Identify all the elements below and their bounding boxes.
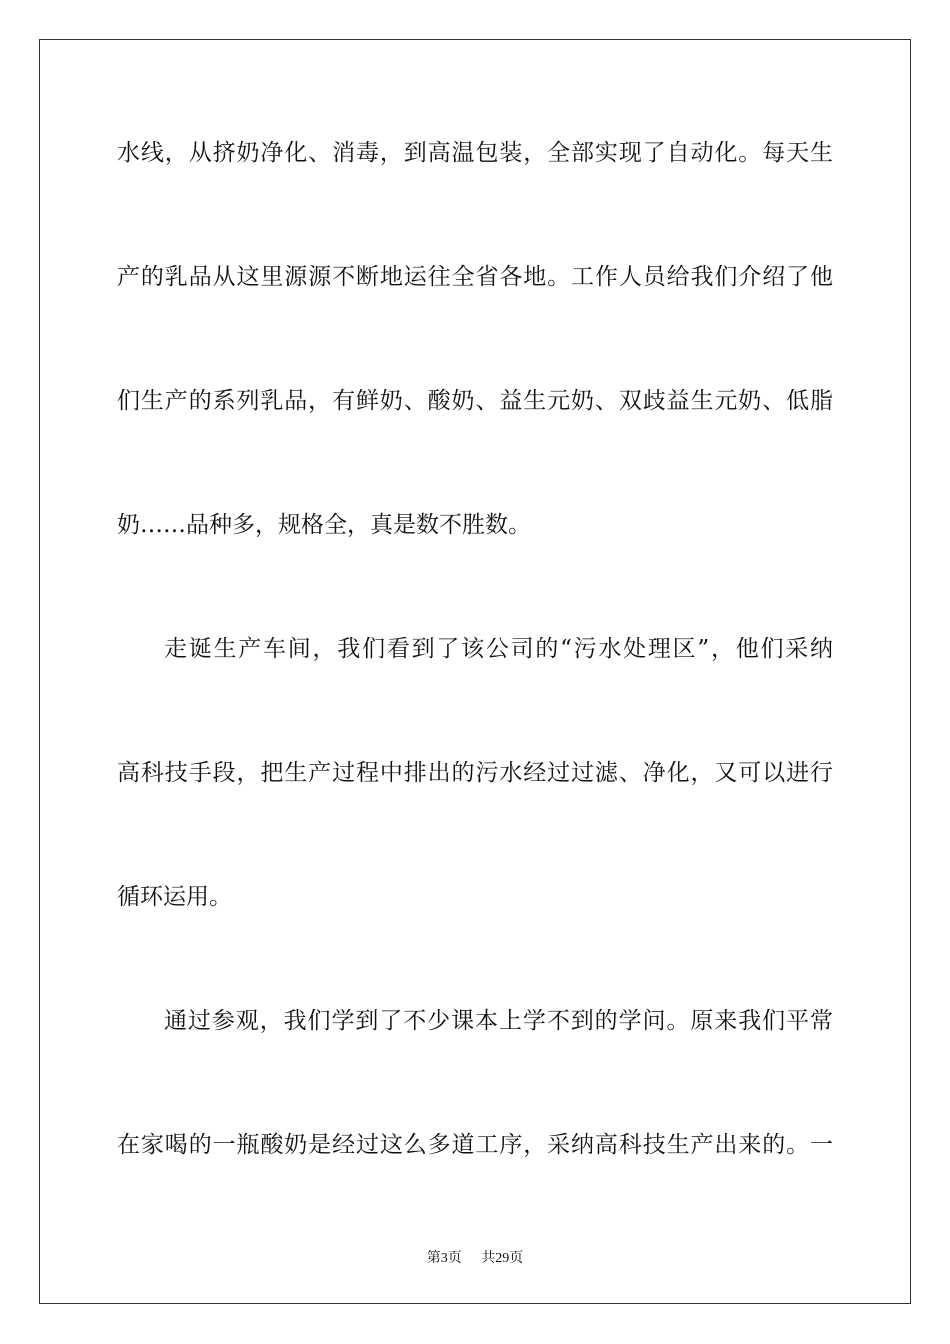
text-line: 们生产的系列乳品，有鲜奶、酸奶、益生元奶、双歧益生元奶、低脂 [117,388,833,414]
page-footer [0,1247,950,1267]
text-line: 水线，从挤奶净化、消毒，到高温包装，全部实现了自动化。每天生 [117,140,833,166]
paragraph-start-line: 走诞生产车间，我们看到了该公司的“污水处理区”，他们采纳 [164,636,833,662]
text-line: 奶……品种多，规格全，真是数不胜数。 [117,512,531,538]
paragraph-start-line: 通过参观，我们学到了不少课本上学不到的学问。原来我们平常 [164,1008,833,1034]
total-pages: 共29页 [481,1251,524,1266]
page-number: 第3页 [426,1251,462,1266]
text-line: 循环运用。 [117,884,232,910]
text-line: 产的乳品从这里源源不断地运往全省各地。工作人员给我们介绍了他 [117,264,833,290]
page-border [39,39,911,1304]
text-line: 在家喝的一瓶酸奶是经过这么多道工序，采纳高科技生产出来的。一 [117,1132,833,1158]
text-line: 高科技手段，把生产过程中排出的污水经过过滤、净化，又可以进行 [117,760,833,786]
